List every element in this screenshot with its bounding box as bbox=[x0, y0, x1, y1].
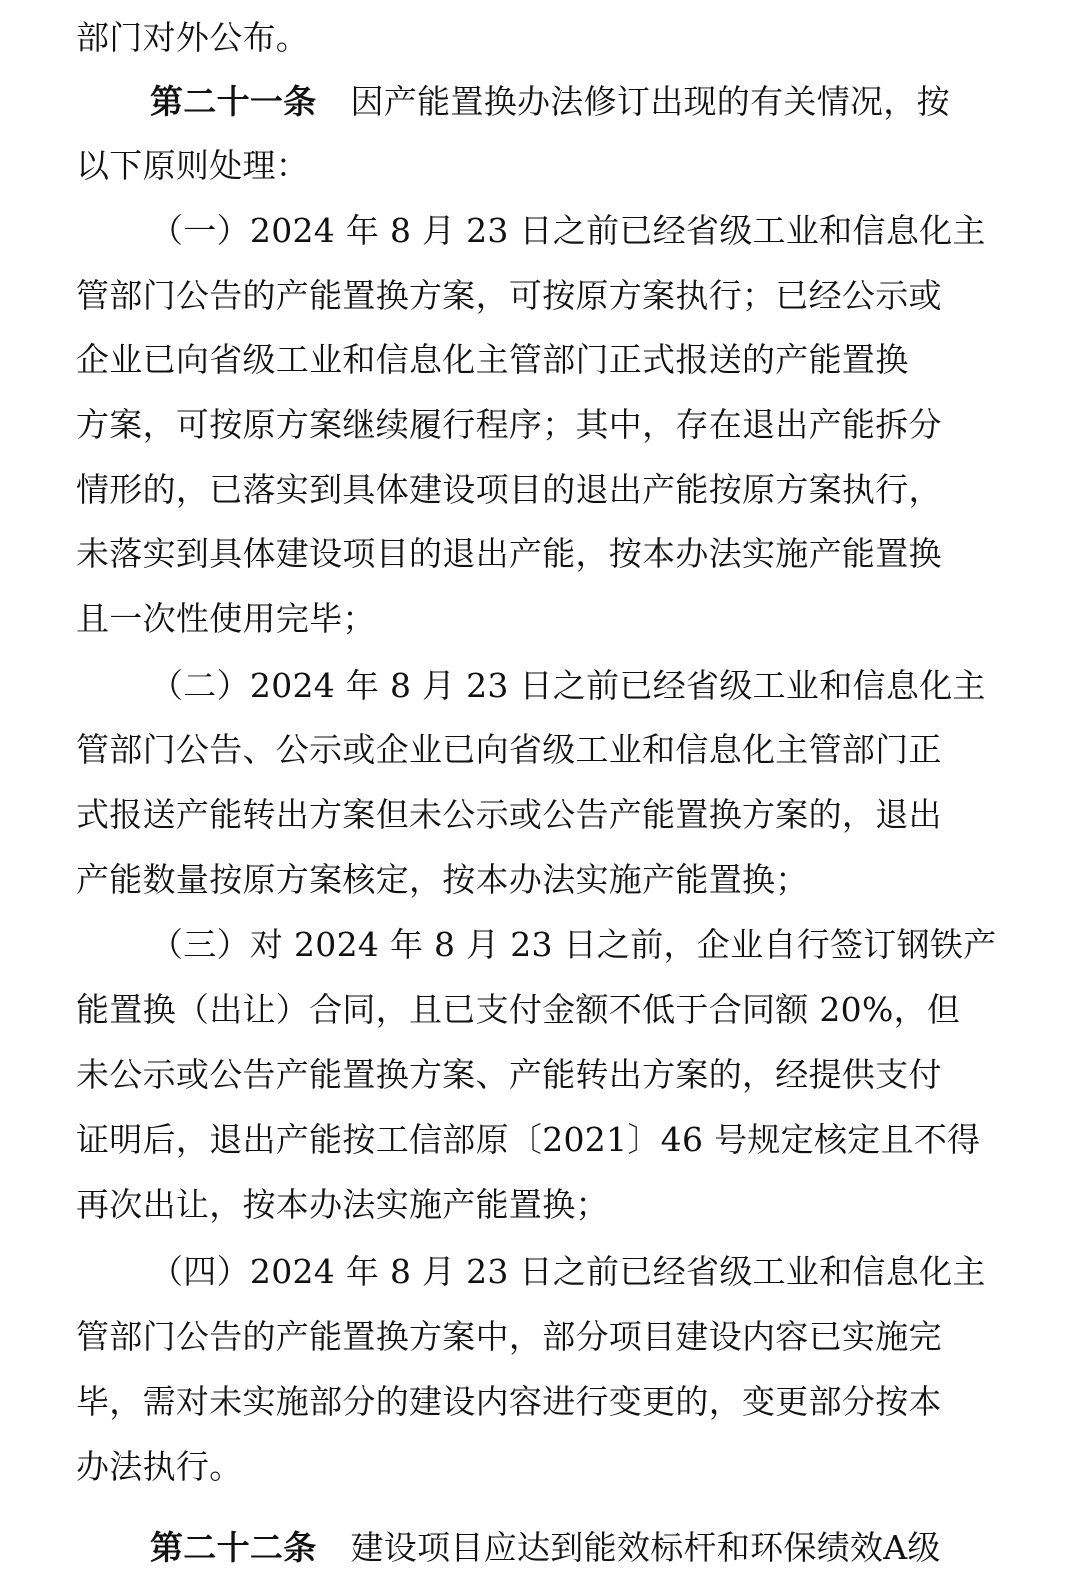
text-line: 以下原则处理： bbox=[76, 146, 310, 185]
text-line: 管部门公告的产能置换方案中，部分项目建设内容已实施完 bbox=[76, 1317, 942, 1356]
text-line: 能置换（出让）合同，且已支付金额不低于合同额 20%，但 bbox=[76, 990, 961, 1029]
article-text: 因产能置换办法修订出现的有关情况，按 bbox=[350, 82, 950, 121]
text-line: 毕，需对未实施部分的建设内容进行变更的，变更部分按本 bbox=[76, 1382, 942, 1421]
text-line: 管部门公告、公示或企业已向省级工业和信息化主管部门正 bbox=[76, 730, 942, 769]
article-number: 第二十一条 bbox=[150, 82, 317, 121]
paragraph-2-line: （二）2024 年 8 月 23 日之前已经省级工业和信息化主 bbox=[150, 666, 986, 705]
article-text: 建设项目应达到能效标杆和环保绩效A级 bbox=[350, 1528, 941, 1567]
paragraph-3-line: （三）对 2024 年 8 月 23 日之前，企业自行签订钢铁产 bbox=[150, 925, 997, 964]
text-line: 情形的，已落实到具体建设项目的退出产能按原方案执行， bbox=[76, 470, 942, 509]
paragraph-1-line: （一）2024 年 8 月 23 日之前已经省级工业和信息化主 bbox=[150, 211, 986, 250]
article-21-heading bbox=[150, 70, 1006, 134]
text-line: 再次出让，按本办法实施产能置换； bbox=[76, 1185, 609, 1224]
text-line: 式报送产能转出方案但未公示或公告产能置换方案的，退出 bbox=[76, 795, 942, 834]
text-line: 证明后，退出产能按工信部原〔2021〕46 号规定核定且不得 bbox=[76, 1120, 981, 1159]
text-line: 办法执行。 bbox=[76, 1447, 243, 1486]
paragraph-4-line: （四）2024 年 8 月 23 日之前已经省级工业和信息化主 bbox=[150, 1252, 986, 1291]
article-22-heading bbox=[150, 1516, 1006, 1580]
text-line: 且一次性使用完毕； bbox=[76, 599, 376, 638]
article-number: 第二十二条 bbox=[150, 1528, 317, 1567]
text-line: 管部门公告的产能置换方案，可按原方案执行；已经公示或 bbox=[76, 276, 942, 315]
text-line: 产能数量按原方案核定，按本办法实施产能置换； bbox=[76, 860, 809, 899]
text-line: 企业已向省级工业和信息化主管部门正式报送的产能置换 bbox=[76, 340, 909, 379]
text-line: 部门对外公布。 bbox=[76, 18, 310, 57]
text-line: 未公示或公告产能置换方案、产能转出方案的，经提供支付 bbox=[76, 1055, 942, 1094]
text-line: 方案，可按原方案继续履行程序；其中，存在退出产能拆分 bbox=[76, 405, 942, 444]
text-line: 未落实到具体建设项目的退出产能，按本办法实施产能置换 bbox=[76, 534, 942, 573]
